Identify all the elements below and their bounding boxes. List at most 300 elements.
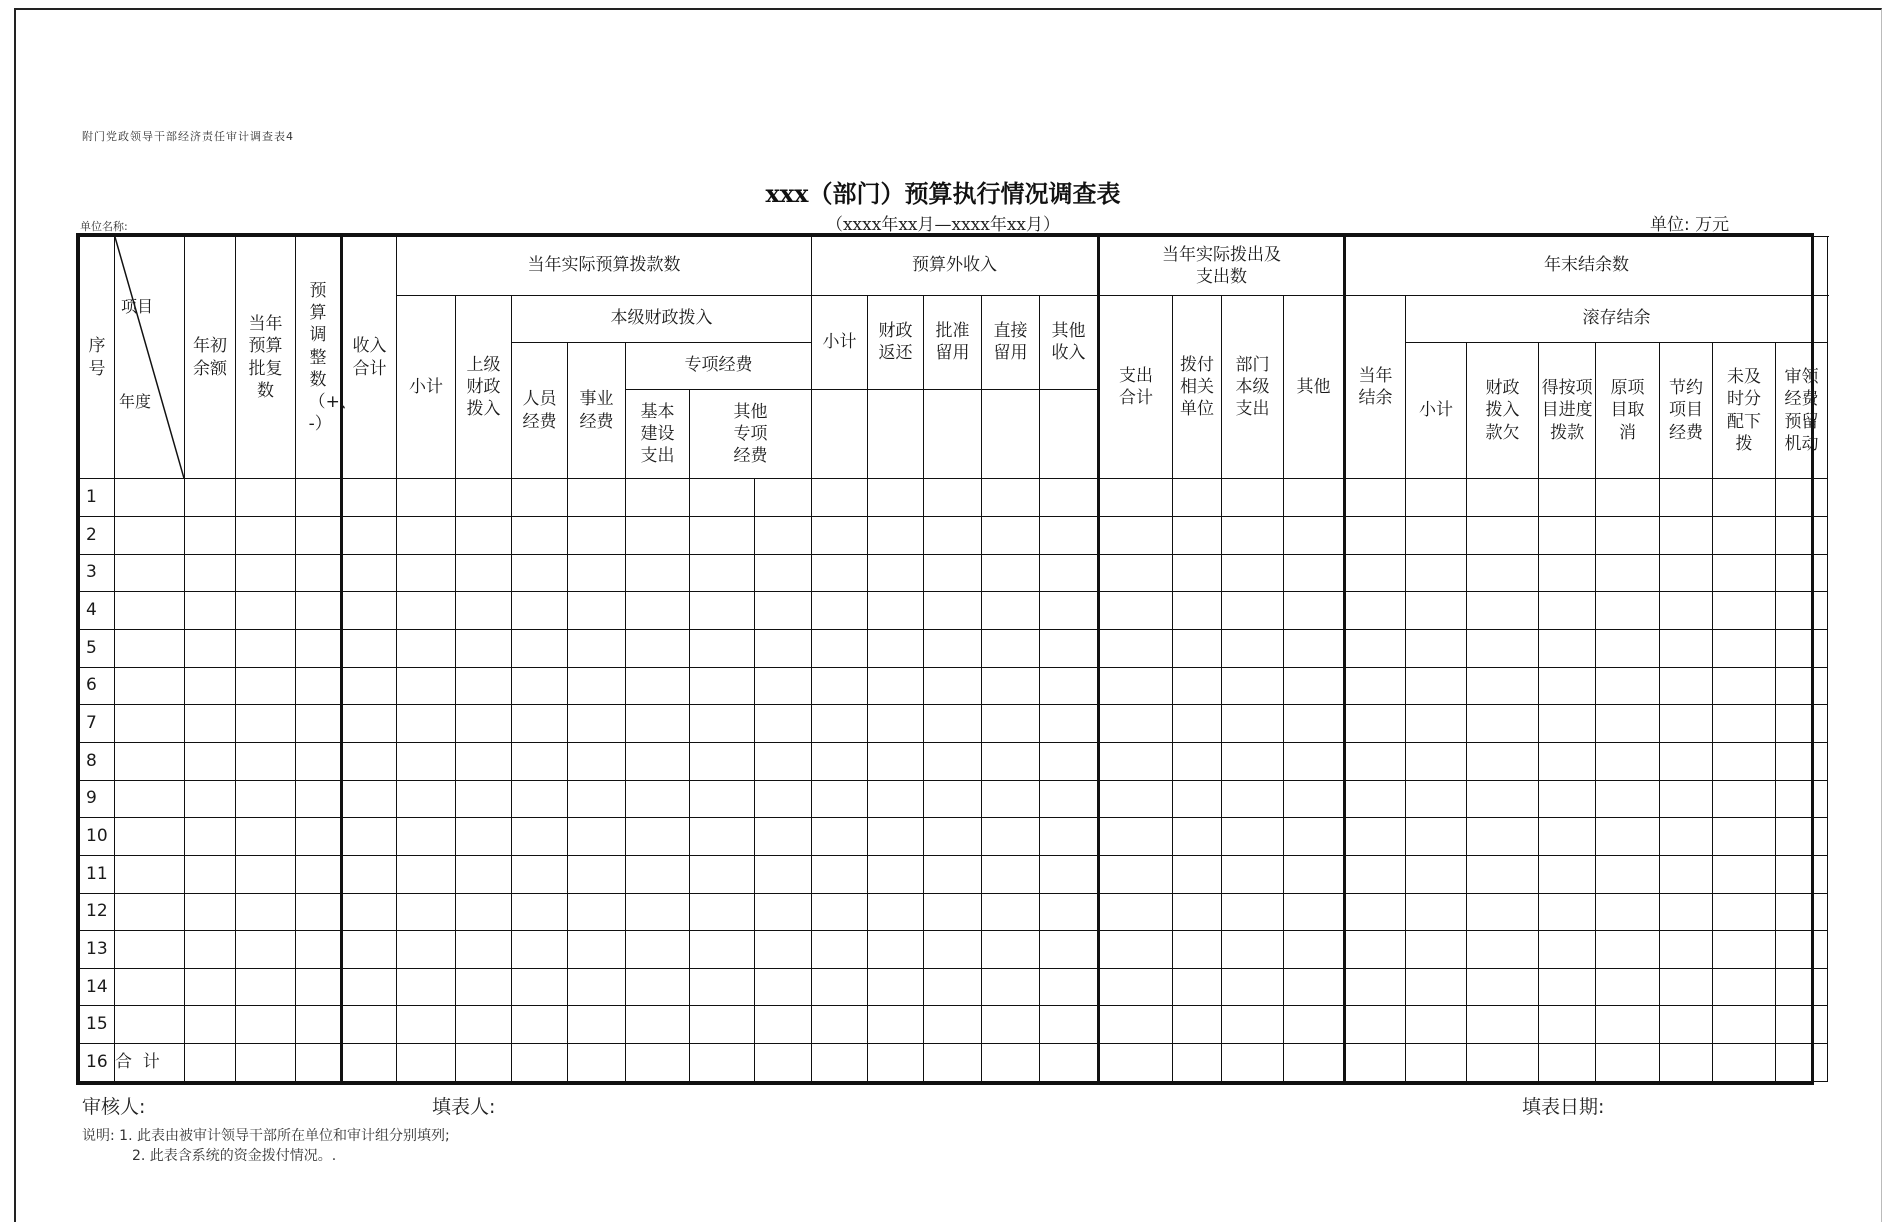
table-cell[interactable] xyxy=(982,629,1040,667)
row-item-cell[interactable] xyxy=(115,554,185,592)
table-cell[interactable] xyxy=(185,1044,236,1082)
table-cell[interactable] xyxy=(812,1006,868,1044)
table-cell[interactable] xyxy=(568,629,626,667)
table-cell[interactable] xyxy=(1713,554,1776,592)
table-cell[interactable] xyxy=(1099,968,1173,1006)
table-cell[interactable] xyxy=(296,1044,342,1082)
table-cell[interactable] xyxy=(1713,931,1776,969)
table-cell[interactable] xyxy=(812,893,868,931)
table-cell[interactable] xyxy=(1040,1006,1099,1044)
table-cell[interactable] xyxy=(568,931,626,969)
table-cell[interactable] xyxy=(568,818,626,856)
table-cell[interactable] xyxy=(1173,818,1222,856)
table-cell[interactable] xyxy=(1099,1044,1173,1082)
table-cell[interactable] xyxy=(1222,780,1284,818)
table-cell[interactable] xyxy=(568,968,626,1006)
table-cell[interactable] xyxy=(342,818,397,856)
table-cell[interactable] xyxy=(456,780,512,818)
table-cell[interactable] xyxy=(982,855,1040,893)
table-cell[interactable] xyxy=(690,968,755,1006)
table-cell[interactable] xyxy=(296,855,342,893)
table-cell[interactable] xyxy=(512,592,568,630)
table-cell[interactable] xyxy=(512,931,568,969)
table-cell[interactable] xyxy=(868,893,924,931)
table-cell[interactable] xyxy=(1713,818,1776,856)
table-cell[interactable] xyxy=(1660,554,1713,592)
table-cell[interactable] xyxy=(456,554,512,592)
table-cell[interactable] xyxy=(1406,893,1467,931)
table-cell[interactable] xyxy=(1345,516,1406,554)
table-cell[interactable] xyxy=(1539,667,1596,705)
table-cell[interactable] xyxy=(1406,780,1467,818)
table-cell[interactable] xyxy=(812,667,868,705)
table-cell[interactable] xyxy=(812,479,868,517)
table-cell[interactable] xyxy=(456,705,512,743)
table-cell[interactable] xyxy=(1345,629,1406,667)
table-cell[interactable] xyxy=(1284,818,1345,856)
table-cell[interactable] xyxy=(868,516,924,554)
table-cell[interactable] xyxy=(1284,629,1345,667)
table-cell[interactable] xyxy=(1596,1006,1660,1044)
table-cell[interactable] xyxy=(1660,479,1713,517)
table-cell[interactable] xyxy=(1467,780,1539,818)
table-cell[interactable] xyxy=(868,931,924,969)
table-cell[interactable] xyxy=(1345,818,1406,856)
table-cell[interactable] xyxy=(1406,1006,1467,1044)
table-cell[interactable] xyxy=(1040,592,1099,630)
table-cell[interactable] xyxy=(185,479,236,517)
row-item-cell[interactable] xyxy=(115,931,185,969)
table-cell[interactable] xyxy=(456,818,512,856)
table-cell[interactable] xyxy=(236,516,296,554)
table-cell[interactable] xyxy=(755,1044,812,1082)
table-cell[interactable] xyxy=(1660,742,1713,780)
table-cell[interactable] xyxy=(296,893,342,931)
table-cell[interactable] xyxy=(1284,1006,1345,1044)
table-cell[interactable] xyxy=(1345,742,1406,780)
table-cell[interactable] xyxy=(1406,516,1467,554)
table-cell[interactable] xyxy=(1173,742,1222,780)
table-cell[interactable] xyxy=(982,780,1040,818)
table-cell[interactable] xyxy=(236,1006,296,1044)
table-cell[interactable] xyxy=(512,818,568,856)
table-cell[interactable] xyxy=(1345,554,1406,592)
table-cell[interactable] xyxy=(1222,667,1284,705)
table-cell[interactable] xyxy=(568,516,626,554)
table-cell[interactable] xyxy=(626,705,690,743)
table-cell[interactable] xyxy=(1596,554,1660,592)
table-cell[interactable] xyxy=(1660,1006,1713,1044)
table-cell[interactable] xyxy=(690,516,755,554)
table-cell[interactable] xyxy=(1596,667,1660,705)
table-cell[interactable] xyxy=(1222,931,1284,969)
table-cell[interactable] xyxy=(1539,742,1596,780)
table-cell[interactable] xyxy=(296,516,342,554)
table-cell[interactable] xyxy=(397,818,456,856)
table-cell[interactable] xyxy=(868,554,924,592)
table-cell[interactable] xyxy=(812,968,868,1006)
table-cell[interactable] xyxy=(1284,479,1345,517)
table-cell[interactable] xyxy=(924,818,982,856)
table-cell[interactable] xyxy=(626,629,690,667)
table-cell[interactable] xyxy=(1173,1006,1222,1044)
table-cell[interactable] xyxy=(1099,667,1173,705)
table-cell[interactable] xyxy=(924,705,982,743)
table-cell[interactable] xyxy=(1099,818,1173,856)
table-cell[interactable] xyxy=(568,705,626,743)
table-cell[interactable] xyxy=(1099,516,1173,554)
table-cell[interactable] xyxy=(1596,780,1660,818)
table-cell[interactable] xyxy=(1713,742,1776,780)
table-cell[interactable] xyxy=(296,968,342,1006)
table-cell[interactable] xyxy=(690,592,755,630)
table-cell[interactable] xyxy=(397,592,456,630)
table-cell[interactable] xyxy=(1099,855,1173,893)
table-cell[interactable] xyxy=(812,855,868,893)
table-cell[interactable] xyxy=(812,931,868,969)
table-cell[interactable] xyxy=(755,479,812,517)
table-cell[interactable] xyxy=(1040,705,1099,743)
table-cell[interactable] xyxy=(626,1006,690,1044)
table-cell[interactable] xyxy=(397,667,456,705)
table-cell[interactable] xyxy=(1467,742,1539,780)
table-cell[interactable] xyxy=(1222,818,1284,856)
table-cell[interactable] xyxy=(568,893,626,931)
table-cell[interactable] xyxy=(1660,516,1713,554)
row-item-cell[interactable] xyxy=(115,629,185,667)
table-cell[interactable] xyxy=(1406,742,1467,780)
table-cell[interactable] xyxy=(626,516,690,554)
table-cell[interactable] xyxy=(456,516,512,554)
table-cell[interactable] xyxy=(868,780,924,818)
table-cell[interactable] xyxy=(1222,554,1284,592)
table-cell[interactable] xyxy=(1040,479,1099,517)
table-cell[interactable] xyxy=(236,1044,296,1082)
table-cell[interactable] xyxy=(626,592,690,630)
table-cell[interactable] xyxy=(690,818,755,856)
table-cell[interactable] xyxy=(1467,1044,1539,1082)
table-cell[interactable] xyxy=(982,705,1040,743)
table-cell[interactable] xyxy=(1284,742,1345,780)
table-cell[interactable] xyxy=(1173,1044,1222,1082)
table-cell[interactable] xyxy=(1040,742,1099,780)
table-cell[interactable] xyxy=(397,554,456,592)
table-cell[interactable] xyxy=(236,629,296,667)
table-cell[interactable] xyxy=(1713,1006,1776,1044)
table-cell[interactable] xyxy=(342,592,397,630)
table-cell[interactable] xyxy=(626,667,690,705)
table-cell[interactable] xyxy=(755,931,812,969)
table-cell[interactable] xyxy=(1406,554,1467,592)
table-cell[interactable] xyxy=(1345,1044,1406,1082)
table-cell[interactable] xyxy=(1713,1044,1776,1082)
table-cell[interactable] xyxy=(1467,893,1539,931)
table-cell[interactable] xyxy=(1040,893,1099,931)
table-cell[interactable] xyxy=(1776,667,1828,705)
table-cell[interactable] xyxy=(397,479,456,517)
table-cell[interactable] xyxy=(456,893,512,931)
table-cell[interactable] xyxy=(924,893,982,931)
table-cell[interactable] xyxy=(1713,780,1776,818)
table-cell[interactable] xyxy=(690,479,755,517)
table-cell[interactable] xyxy=(1345,968,1406,1006)
table-cell[interactable] xyxy=(1173,667,1222,705)
table-cell[interactable] xyxy=(342,629,397,667)
table-cell[interactable] xyxy=(397,1006,456,1044)
table-cell[interactable] xyxy=(755,667,812,705)
table-cell[interactable] xyxy=(1099,1006,1173,1044)
table-cell[interactable] xyxy=(1284,516,1345,554)
table-cell[interactable] xyxy=(185,592,236,630)
row-item-cell[interactable] xyxy=(115,1006,185,1044)
table-cell[interactable] xyxy=(1660,629,1713,667)
table-cell[interactable] xyxy=(1713,968,1776,1006)
table-cell[interactable] xyxy=(1776,931,1828,969)
table-cell[interactable] xyxy=(1284,554,1345,592)
table-cell[interactable] xyxy=(924,516,982,554)
table-cell[interactable] xyxy=(1406,629,1467,667)
table-cell[interactable] xyxy=(1040,780,1099,818)
table-cell[interactable] xyxy=(185,780,236,818)
table-cell[interactable] xyxy=(1099,592,1173,630)
table-cell[interactable] xyxy=(512,780,568,818)
table-cell[interactable] xyxy=(185,705,236,743)
table-cell[interactable] xyxy=(1776,855,1828,893)
table-cell[interactable] xyxy=(982,742,1040,780)
row-item-cell[interactable] xyxy=(115,968,185,1006)
table-cell[interactable] xyxy=(982,516,1040,554)
table-cell[interactable] xyxy=(1776,554,1828,592)
table-cell[interactable] xyxy=(1406,592,1467,630)
table-cell[interactable] xyxy=(1173,479,1222,517)
table-cell[interactable] xyxy=(1040,968,1099,1006)
table-cell[interactable] xyxy=(236,893,296,931)
table-cell[interactable] xyxy=(185,516,236,554)
table-cell[interactable] xyxy=(690,1044,755,1082)
table-cell[interactable] xyxy=(1713,705,1776,743)
table-cell[interactable] xyxy=(1222,1006,1284,1044)
table-cell[interactable] xyxy=(236,592,296,630)
table-cell[interactable] xyxy=(512,667,568,705)
table-cell[interactable] xyxy=(1776,479,1828,517)
table-cell[interactable] xyxy=(626,479,690,517)
table-cell[interactable] xyxy=(185,1006,236,1044)
table-cell[interactable] xyxy=(1345,780,1406,818)
table-cell[interactable] xyxy=(456,1006,512,1044)
table-cell[interactable] xyxy=(1539,629,1596,667)
table-cell[interactable] xyxy=(1406,818,1467,856)
table-cell[interactable] xyxy=(1776,1006,1828,1044)
table-cell[interactable] xyxy=(1660,780,1713,818)
table-cell[interactable] xyxy=(1040,629,1099,667)
table-cell[interactable] xyxy=(868,855,924,893)
table-cell[interactable] xyxy=(342,1044,397,1082)
table-cell[interactable] xyxy=(1099,629,1173,667)
table-cell[interactable] xyxy=(690,855,755,893)
table-cell[interactable] xyxy=(236,667,296,705)
table-cell[interactable] xyxy=(982,1044,1040,1082)
table-cell[interactable] xyxy=(296,592,342,630)
table-cell[interactable] xyxy=(1776,893,1828,931)
table-cell[interactable] xyxy=(1173,592,1222,630)
table-cell[interactable] xyxy=(1173,516,1222,554)
table-cell[interactable] xyxy=(1539,855,1596,893)
table-cell[interactable] xyxy=(1596,742,1660,780)
table-cell[interactable] xyxy=(1467,479,1539,517)
table-cell[interactable] xyxy=(1467,554,1539,592)
table-cell[interactable] xyxy=(1040,516,1099,554)
table-cell[interactable] xyxy=(1173,629,1222,667)
table-cell[interactable] xyxy=(342,667,397,705)
table-cell[interactable] xyxy=(512,742,568,780)
table-cell[interactable] xyxy=(1040,818,1099,856)
table-cell[interactable] xyxy=(755,592,812,630)
table-cell[interactable] xyxy=(1222,1044,1284,1082)
table-cell[interactable] xyxy=(1596,705,1660,743)
table-cell[interactable] xyxy=(236,479,296,517)
table-cell[interactable] xyxy=(1539,1006,1596,1044)
table-cell[interactable] xyxy=(755,968,812,1006)
table-cell[interactable] xyxy=(1596,818,1660,856)
table-cell[interactable] xyxy=(1539,1044,1596,1082)
table-cell[interactable] xyxy=(1776,592,1828,630)
table-cell[interactable] xyxy=(755,780,812,818)
table-cell[interactable] xyxy=(568,1006,626,1044)
table-cell[interactable] xyxy=(1467,818,1539,856)
table-cell[interactable] xyxy=(185,554,236,592)
table-cell[interactable] xyxy=(1713,667,1776,705)
table-cell[interactable] xyxy=(1284,667,1345,705)
table-cell[interactable] xyxy=(1539,818,1596,856)
table-cell[interactable] xyxy=(342,931,397,969)
table-cell[interactable] xyxy=(236,855,296,893)
table-cell[interactable] xyxy=(924,1006,982,1044)
table-cell[interactable] xyxy=(1173,705,1222,743)
table-cell[interactable] xyxy=(924,968,982,1006)
table-cell[interactable] xyxy=(512,554,568,592)
row-item-cell[interactable] xyxy=(115,818,185,856)
table-cell[interactable] xyxy=(456,742,512,780)
table-cell[interactable] xyxy=(185,742,236,780)
table-cell[interactable] xyxy=(1596,893,1660,931)
table-cell[interactable] xyxy=(982,554,1040,592)
table-cell[interactable] xyxy=(342,1006,397,1044)
table-cell[interactable] xyxy=(1660,855,1713,893)
table-cell[interactable] xyxy=(456,667,512,705)
table-cell[interactable] xyxy=(1222,968,1284,1006)
table-cell[interactable] xyxy=(1467,968,1539,1006)
table-cell[interactable] xyxy=(568,479,626,517)
table-cell[interactable] xyxy=(755,1006,812,1044)
table-cell[interactable] xyxy=(626,818,690,856)
table-cell[interactable] xyxy=(1713,592,1776,630)
table-cell[interactable] xyxy=(342,968,397,1006)
table-cell[interactable] xyxy=(342,855,397,893)
table-cell[interactable] xyxy=(924,479,982,517)
table-cell[interactable] xyxy=(1776,705,1828,743)
table-cell[interactable] xyxy=(1222,742,1284,780)
table-cell[interactable] xyxy=(568,1044,626,1082)
table-cell[interactable] xyxy=(1173,931,1222,969)
table-cell[interactable] xyxy=(1222,629,1284,667)
table-cell[interactable] xyxy=(236,931,296,969)
table-cell[interactable] xyxy=(812,742,868,780)
table-cell[interactable] xyxy=(812,516,868,554)
table-cell[interactable] xyxy=(568,592,626,630)
table-cell[interactable] xyxy=(1596,592,1660,630)
table-cell[interactable] xyxy=(1660,705,1713,743)
table-cell[interactable] xyxy=(1222,705,1284,743)
table-cell[interactable] xyxy=(1660,1044,1713,1082)
table-cell[interactable] xyxy=(512,629,568,667)
table-cell[interactable] xyxy=(812,780,868,818)
table-cell[interactable] xyxy=(1467,592,1539,630)
table-cell[interactable] xyxy=(1776,742,1828,780)
table-cell[interactable] xyxy=(1776,1044,1828,1082)
table-cell[interactable] xyxy=(924,855,982,893)
table-cell[interactable] xyxy=(755,554,812,592)
table-cell[interactable] xyxy=(812,592,868,630)
table-cell[interactable] xyxy=(1222,479,1284,517)
table-cell[interactable] xyxy=(1222,893,1284,931)
table-cell[interactable] xyxy=(512,855,568,893)
table-cell[interactable] xyxy=(812,705,868,743)
table-cell[interactable] xyxy=(690,780,755,818)
table-cell[interactable] xyxy=(1040,667,1099,705)
table-cell[interactable] xyxy=(755,893,812,931)
table-cell[interactable] xyxy=(1713,629,1776,667)
table-cell[interactable] xyxy=(868,818,924,856)
table-cell[interactable] xyxy=(185,629,236,667)
table-cell[interactable] xyxy=(1284,855,1345,893)
table-cell[interactable] xyxy=(397,780,456,818)
table-cell[interactable] xyxy=(1713,893,1776,931)
table-cell[interactable] xyxy=(397,1044,456,1082)
table-cell[interactable] xyxy=(1713,516,1776,554)
table-cell[interactable] xyxy=(568,554,626,592)
table-cell[interactable] xyxy=(1099,780,1173,818)
table-cell[interactable] xyxy=(1099,705,1173,743)
table-cell[interactable] xyxy=(626,855,690,893)
table-cell[interactable] xyxy=(1099,742,1173,780)
row-item-cell[interactable] xyxy=(115,516,185,554)
table-cell[interactable] xyxy=(185,667,236,705)
table-cell[interactable] xyxy=(296,705,342,743)
table-cell[interactable] xyxy=(296,629,342,667)
table-cell[interactable] xyxy=(1099,931,1173,969)
table-cell[interactable] xyxy=(1284,592,1345,630)
table-cell[interactable] xyxy=(296,818,342,856)
table-cell[interactable] xyxy=(1467,629,1539,667)
table-cell[interactable] xyxy=(626,554,690,592)
table-cell[interactable] xyxy=(342,893,397,931)
table-cell[interactable] xyxy=(1173,780,1222,818)
table-cell[interactable] xyxy=(296,554,342,592)
table-cell[interactable] xyxy=(1467,667,1539,705)
table-cell[interactable] xyxy=(1467,705,1539,743)
table-cell[interactable] xyxy=(1406,855,1467,893)
table-cell[interactable] xyxy=(185,931,236,969)
table-cell[interactable] xyxy=(1284,968,1345,1006)
row-item-cell[interactable] xyxy=(115,893,185,931)
table-cell[interactable] xyxy=(1284,780,1345,818)
table-cell[interactable] xyxy=(626,742,690,780)
table-cell[interactable] xyxy=(1040,855,1099,893)
table-cell[interactable] xyxy=(568,780,626,818)
table-cell[interactable] xyxy=(456,592,512,630)
table-cell[interactable] xyxy=(236,742,296,780)
table-cell[interactable] xyxy=(342,705,397,743)
